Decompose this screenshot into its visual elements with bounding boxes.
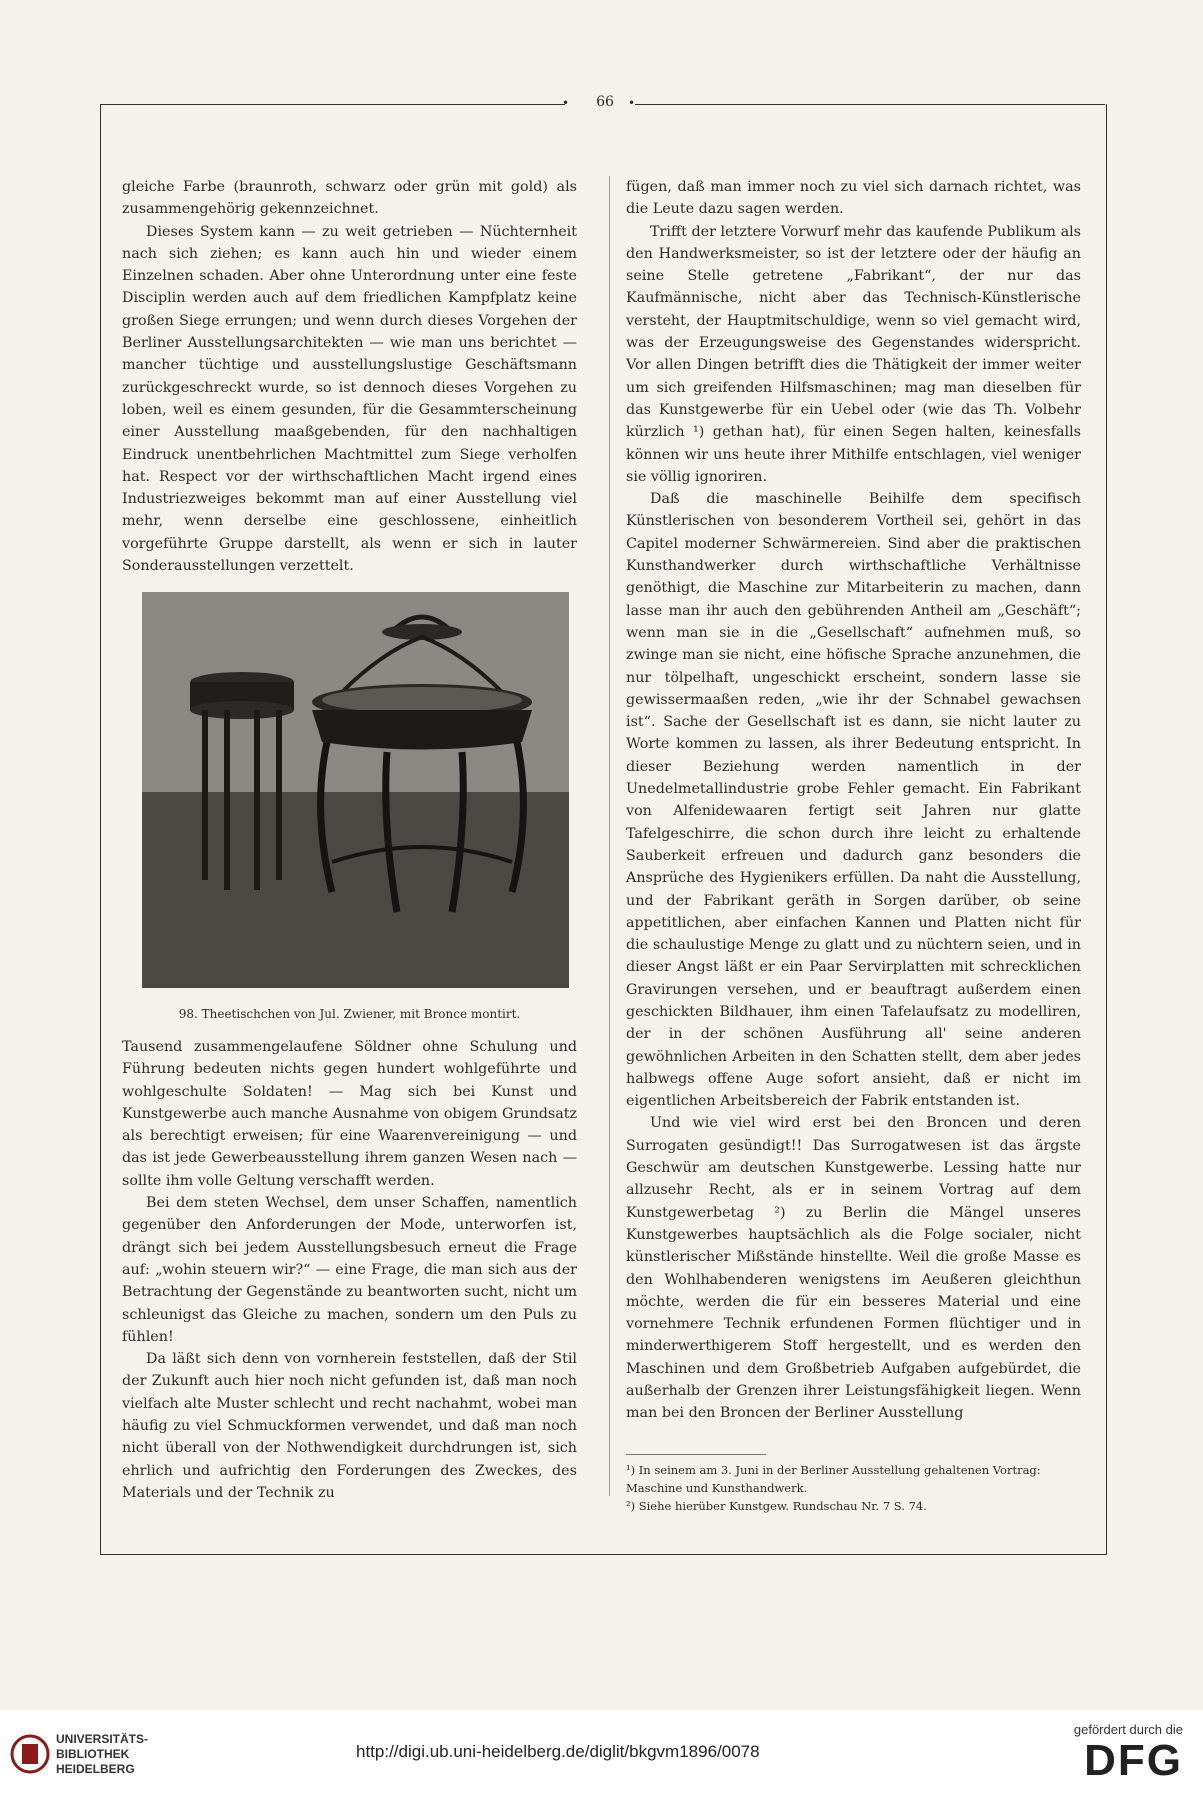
paragraph: Trifft der letztere Vorwurf mehr das kaufende Publikum als den Handwerksmeister, so ist der letztere oder der häufig an seine Stelle getretene „Fabrikant“, der nur das Kaufmännische, nicht aber das Technisch-Künstlerische versteht, der Hauptmitschuldige, wenn so viel gemacht wird, was der Erzeugungsweise des Gegenstandes widerspricht. Vor allen Dingen betrifft dies die Thätigkeit der immer weiter um sich greifenden Hilfsmaschinen; mag man dieselben für das Kunstgewerbe für ein Uebel oder (wie das Th. Volbehr kürzlich ¹) gethan hat), für einen Segen halten, keinesfalls können wir uns heute ihrer Mithilfe entschlagen, viel weniger sie völlig ignoriren. [626, 223, 1081, 485]
document-url-link[interactable]: http://digi.ub.uni-heidelberg.de/diglit/bkgvm1896/0078 [356, 1742, 760, 1761]
paragraph: Bei dem steten Wechsel, dem unser Schaffen, namentlich gegenüber den Anforderungen der Mode, unterworfen ist, drängt sich bei jedem Ausstellungsbesuch erneut die Frage auf: „wohin steuern wir?“ — eine Frage, die man sich aus der Betrachtung der Gegenstände zu beantworten sucht, nicht um schleunigst das Gleiche zu machen, sondern um den Puls zu fühlen! [122, 1195, 577, 1345]
library-name: UNIVERSITÄTS- BIBLIOTHEK HEIDELBERG [56, 1732, 149, 1776]
funding-text: gefördert durch die [1073, 1722, 1183, 1737]
dfg-wordmark: DFG [1084, 1736, 1183, 1785]
header-ornament-left: • [562, 96, 570, 110]
paragraph: Da läßt sich denn von vornherein feststellen, daß der Stil der Zukunft auch hier noch nicht gefunden ist, daß man noch vielfach alte Muster schlecht und recht nachahmt, wobei man häufig zu viel Schmuckformen verwendet, und daß man noch nicht überall von der Nothwendigkeit durchdrungen ist, sich ehrlich und aufrichtig den Forderungen des Zweckes, des Materials und der Technik zu [122, 1351, 577, 1501]
paragraph: Tausend zusammengelaufene Söldner ohne Schulung und Führung bedeuten nichts gegen hundert wohlgeführte und wohlgeschulte Soldaten! — Mag sich bei Kunst und Kunstgewerbe auch manche Ausnahme von obigem Grundsatz als berechtigt erweisen; für eine Waarenvereinigung — und das ist jede Gewerbeausstellung ihrem ganzen Wesen nach — sollte ihm volle Geltung verschafft werden. [122, 1039, 577, 1189]
paragraph: Und wie viel wird erst bei den Broncen und deren Surrogaten gesündigt!! Das Surrogatwesen ist das ärgste Geschwür am deutschen Kunstgewerbe. Lessing hatte nur allzusehr Recht, als er in seinem Vortrag auf dem Kunstgewerbetag ²) zu Berlin die Mängel unseres Kunstgewerbes hauptsächlich als die Folge socialer, nicht künstlerischer Mißstände hinstellte. Weil die große Masse es den Wohlhabenderen wenigstens im Aeußeren gleichthun möchte, werden die für ein besseres Material und eine vornehmere Technik erfundenen Formen flüchtiger und in minderwerthigerem Stoff hergestellt, und es werden den Maschinen und dem Großbetrieb Aufgaben aufgebürdet, die außerhalb der Grenzen ihrer Leistungsfähigkeit liegen. Wenn man bei den Broncen der Berliner Ausstellung [626, 1115, 1081, 1422]
university-library-logo[interactable] [10, 1732, 180, 1782]
paragraph: Daß die maschinelle Beihilfe dem specifisch Künstlerischen von besonderem Vortheil sei, gehört in das Capitel moderner Schwärmereien. Sind aber die praktischen Kunsthandwerker durch wirthschaftliche Verhältnisse genöthigt, die Maschine zur Mitarbeiterin zu machen, dann lasse man ihr auch den gebührenden Antheil am „Geschäft“; wenn man sie in die „Gesellschaft“ aufnehmen muß, so zwinge man sie nicht, eine höfische Sprache anzunehmen, die nur tölpelhaft, ungeschickt erscheint, sondern lasse sie gewissermaaßen reden, „wie ihr der Schnabel gewachsen ist“. Sache der Gesellschaft ist es dann, sie nicht lauter zu Worte kommen zu lassen, als ihrer Bedeutung entspricht. In dieser Beziehung werden namentlich in der Unedelmetallindustrie grobe Fehler gemacht. Ein Fabrikant von Alfenidewaaren fertigt seit Jahren nur glatte Tafelgeschirre, die schon durch ihre leicht zu erhaltende Sauberkeit erfreuen und dadurch ganz besonders die Ansprüche des Hygienikers erfüllen. Da naht die Ausstellung, und der Fabrikant geräth in Sorgen darüber, ob seine appetitlichen, aber einfachen Kannen und Platten nicht für die schaulustige Menge zu glatt und zu nüchtern seien, und in dieser Angst läßt er ein Paar Servirplatten mit schrecklichen Gravirungen versehen, und er beauftragt außerdem einen geschickten Bildhauer, ihm einen Tafelaufsatz zu modelliren, der in der schönen Ausführung all' seine anderen gewöhnlichen Arbeiten in den Schatten stellt, dem aber jedes halbwegs offene Auge sofort ansieht, daß er nicht im eigentlichen Arbeitsbereich der Fabrik entstanden ist. [626, 491, 1081, 1110]
left-column-bottom [122, 1036, 577, 1504]
figure-caption: 98. Theetischchen von Jul. Zwiener, mit Bronce montirt. [178, 1007, 521, 1021]
viewer-footer [0, 1710, 1203, 1796]
page-number: 66 [596, 94, 614, 110]
paragraph: fügen, daß man immer noch zu viel sich darnach richtet, was die Leute dazu sagen werden. [626, 179, 1081, 218]
paragraph: Dieses System kann — zu weit getrieben — Nüchternheit nach sich ziehen; es kann auch hin und wieder einem Einzelnen schaden. Aber ohne Unterordnung unter eine feste Disciplin werden auch auf dem friedlichen Kampfplatz keine großen Siege errungen; und wenn durch dieses Vorgehen der Berliner Ausstellungsarchitekten — wie man uns berichtet — mancher tüchtige und ausstellungslustige Geschäftsmann zurückgeschreckt wurde, so ist dennoch dieses Vorgehen zu loben, weil es einem gesunden, für die Gesammterscheinung einer Ausstellung maaßgebenden, für den nachhaltigen Eindruck unentbehrlichen Machtmittel zum Siege verholfen hat. Respect vor der wirthschaftlichen Macht irgend eines Industriezweiges bekommt man auf einer Ausstellung viel mehr, wenn derselbe eine geschlossene, einheitlich vorgeführte Gruppe darstellt, als wenn er sich in lauter Sonderausstellungen verzettelt. [122, 223, 577, 575]
column-divider [609, 176, 610, 1496]
footnote-1: ¹) In seinem am 3. Juni in der Berliner Ausstellung gehaltenen Vortrag: Maschine und Kunsthandwerk. [626, 1463, 1041, 1495]
footnotes [626, 1454, 1081, 1515]
library-seal-icon [10, 1734, 50, 1774]
figure-tea-table-photo [142, 592, 569, 988]
header-ornament-right: • [628, 96, 636, 110]
left-column-top [122, 176, 577, 577]
footnote-rule [626, 1454, 766, 1455]
paragraph: gleiche Farbe (braunroth, schwarz oder grün mit gold) als zusammengehörig gekennzeichnet. [122, 179, 577, 218]
footnote-2: ²) Siehe hierüber Kunstgew. Rundschau Nr. 7 S. 74. [626, 1499, 927, 1513]
right-column [626, 176, 1081, 1425]
tea-table-illustration [142, 592, 569, 988]
dfg-logo[interactable] [1033, 1722, 1183, 1785]
